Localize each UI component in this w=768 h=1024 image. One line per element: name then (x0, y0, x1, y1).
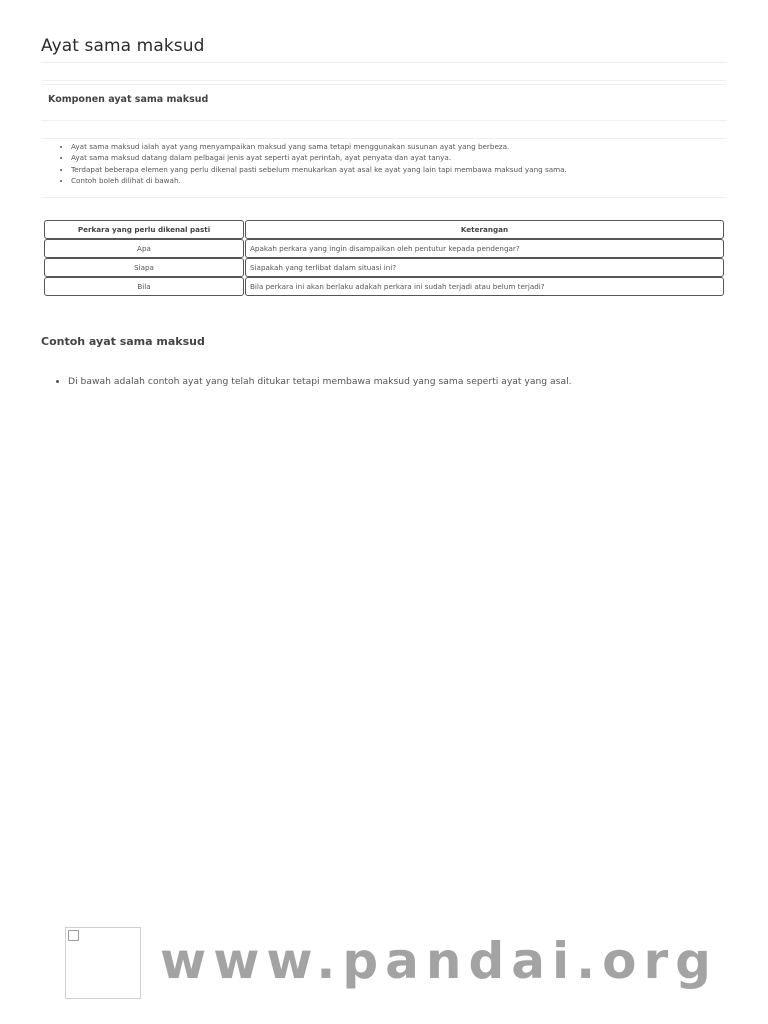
table-cell: Siapa (44, 258, 244, 277)
section-title: Contoh ayat sama maksud (41, 335, 205, 348)
divider (41, 84, 727, 85)
identification-table (44, 220, 724, 296)
table-header-row (44, 220, 724, 239)
table-cell: Bila perkara ini akan berlaku adakah perkara ini sudah terjadi atau belum terjadi? (245, 277, 724, 296)
table-cell: Apa (44, 239, 244, 258)
section-subtitle: Komponen ayat sama maksud (48, 94, 209, 105)
list-item: • Di bawah adalah contoh ayat yang telah ditukar tetapi membawa maksud yang sama seperti ayat yang asal. (68, 376, 572, 387)
logo-image (65, 927, 141, 999)
divider (41, 80, 727, 81)
list-item: • Ayat sama maksud datang dalam pelbagai jenis ayat seperti ayat perintah, ayat penyata dan ayat tanya. (71, 152, 567, 163)
table-row (44, 258, 724, 277)
table-row (44, 277, 724, 296)
component-bullet-list (71, 141, 567, 187)
list-item: • Terdapat beberapa elemen yang perlu dikenal pasti sebelum menukarkan ayat asal ke ayat yang lain tapi membawa maksud yang sama. (71, 164, 567, 175)
table-cell: Apakah perkara yang ingin disampaikan oleh pentutur kepada pendengar? (245, 239, 724, 258)
divider (41, 62, 727, 63)
divider (41, 197, 727, 198)
page-title: Ayat sama maksud (41, 36, 205, 56)
divider (41, 138, 727, 139)
broken-image-icon (68, 930, 79, 941)
example-bullet-list (68, 376, 572, 387)
brand-url: www.pandai.org (160, 932, 718, 990)
table-cell: Siapakah yang terlibat dalam situasi ini? (245, 258, 724, 277)
list-item: • Ayat sama maksud ialah ayat yang menyampaikan maksud yang sama tetapi menggunakan susunan ayat yang berbeza. (71, 141, 567, 152)
divider (41, 120, 727, 121)
table-cell: Bila (44, 277, 244, 296)
table-header-cell: Keterangan (245, 220, 724, 239)
list-item: • Contoh boleh dilihat di bawah. (71, 175, 567, 186)
table-row (44, 239, 724, 258)
table-header-cell: Perkara yang perlu dikenal pasti (44, 220, 244, 239)
